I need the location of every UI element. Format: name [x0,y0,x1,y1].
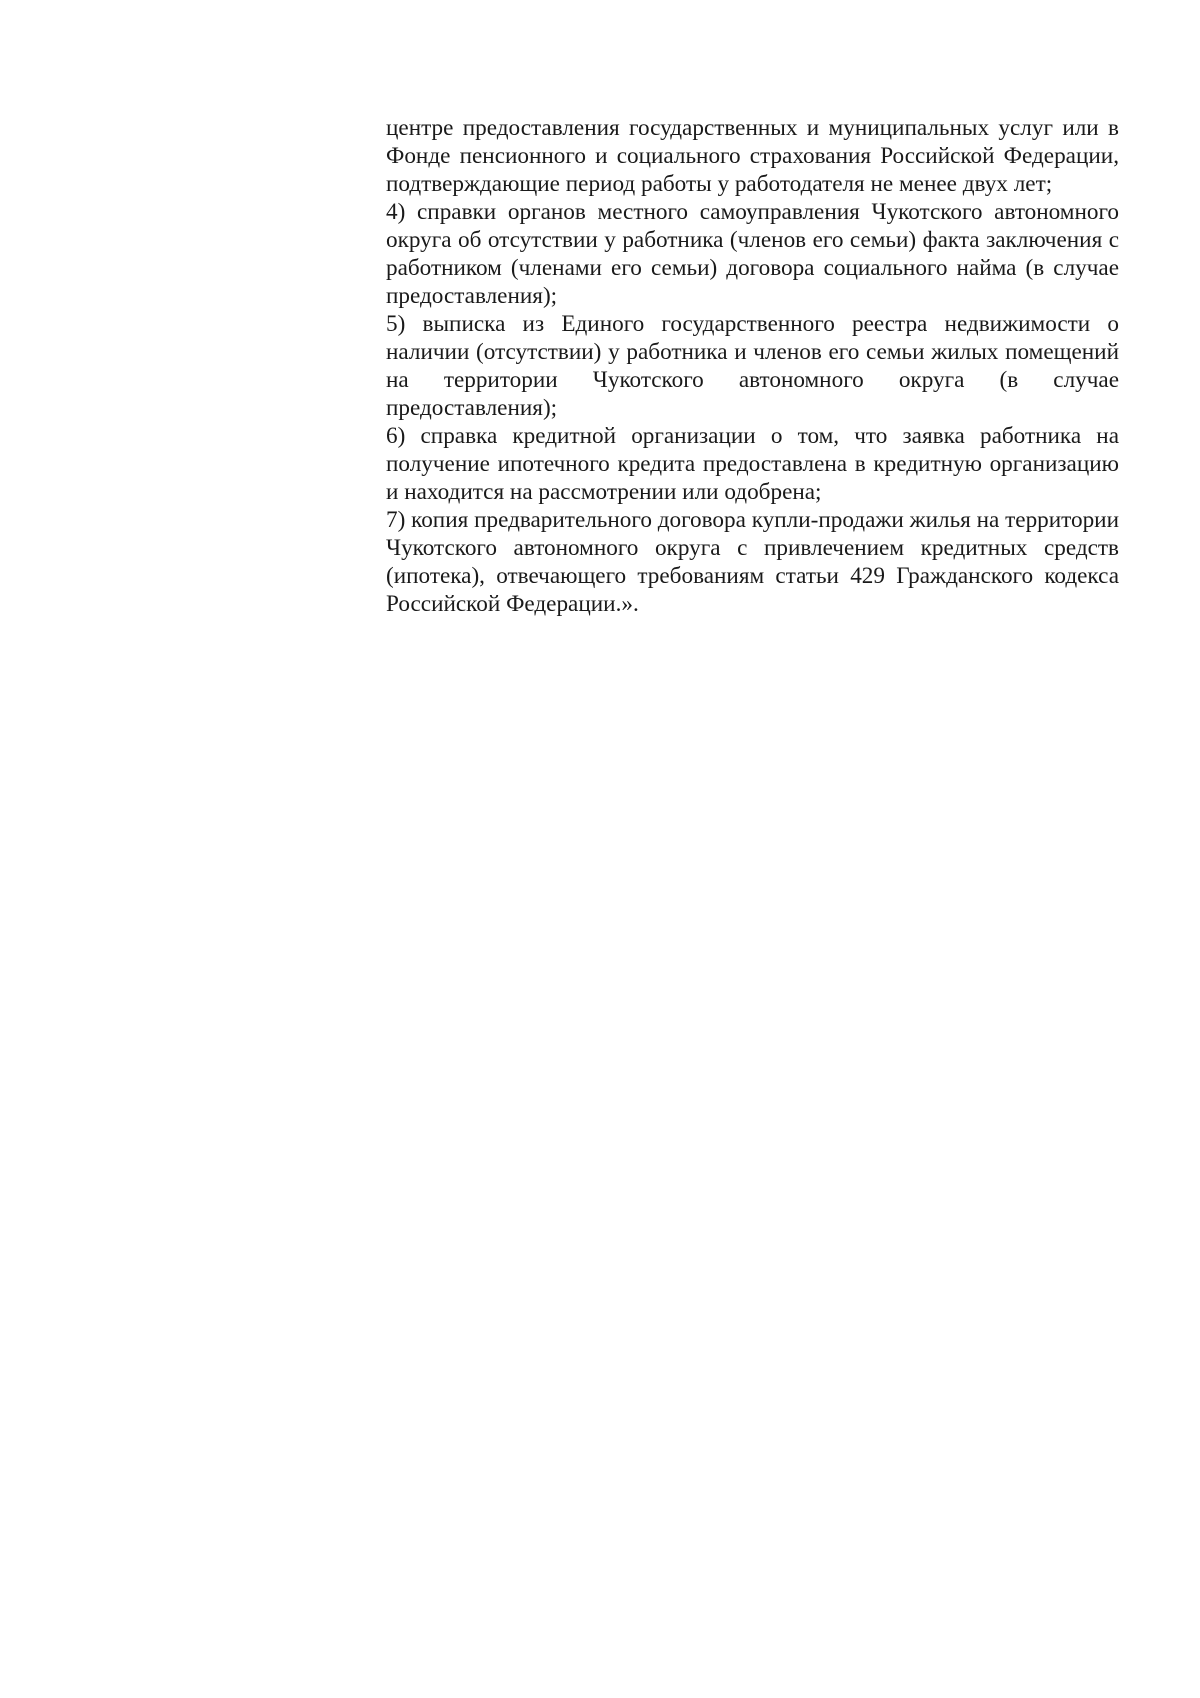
paragraph-continuation: центре предоставления государственных и муниципальных услуг или в Фонде пенсионного и социального страхования Российской Федерации, подтверждающие период работы у работодателя не менее двух лет; [386,115,1119,197]
paragraph-item-6: 6) справка кредитной организации о том, что заявка работника на получение ипотечного кредита предоставлена в кредитную организацию и находится на рассмотрении или одобрена; [386,423,1119,505]
paragraph-item-7: 7) копия предварительного договора купли-продажи жилья на территории Чукотского автономного округа с привлечением кредитных средств (ипотека), отвечающего требованиям статьи 429 Гражданского кодекса Российской Федерации.». [386,507,1119,617]
paragraph-item-5: 5) выписка из Единого государственного реестра недвижимости о наличии (отсутствии) у работника и членов его семьи жилых помещений на территории Чукотского автономного округа (в случае предоставления); [386,311,1119,421]
paragraph-item-4: 4) справки органов местного самоуправления Чукотского автономного округа об отсутствии у работника (членов его семьи) факта заключения с работником (членами его семьи) договора социального найма (в случае предоставления); [386,199,1119,309]
document-body [386,114,1119,618]
